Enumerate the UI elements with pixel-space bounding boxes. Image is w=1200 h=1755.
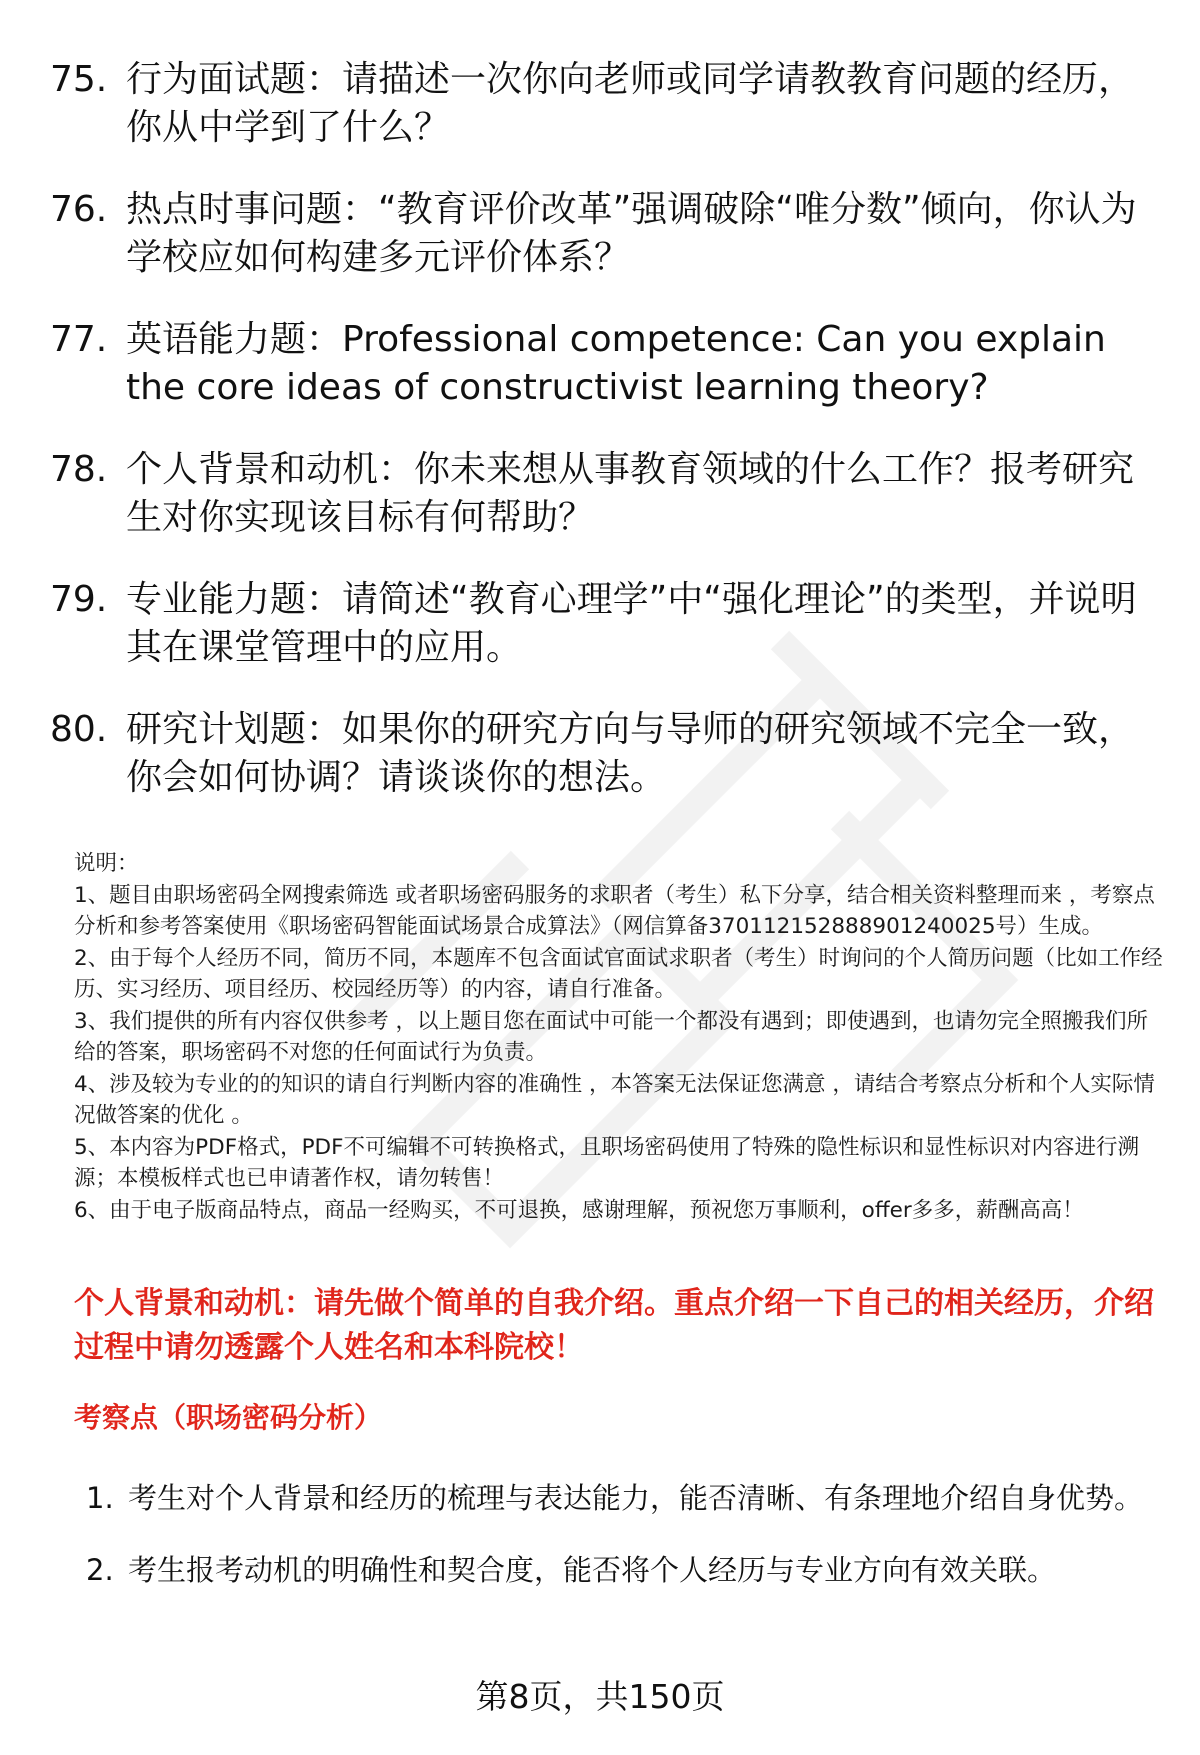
question-item	[50, 186, 1150, 282]
question-number: 80.	[50, 709, 108, 750]
note-item: 2、由于每个人经历不同，简历不同，本题库不包含面试官面试求职者（考生）时询问的个人简历问题（比如工作经历、实习经历、项目经历、校园经历等）的内容，请自行准备。	[74, 945, 1163, 1002]
notes-title: 说明：	[74, 851, 139, 876]
question-list	[50, 56, 1150, 836]
question-number: 77.	[50, 319, 108, 360]
question-number: 79.	[50, 579, 108, 620]
question-text: 个人背景和动机：你未来想从事教育领域的什么工作？报考研究生对你实现该目标有何帮助？	[126, 449, 1135, 538]
question-number: 78.	[50, 449, 108, 490]
point-text: 考生对个人背景和经历的梳理与表达能力，能否清晰、有条理地介绍自身优势。	[128, 1481, 1144, 1515]
question-item	[50, 56, 1150, 152]
question-number: 75.	[50, 59, 108, 100]
question-text: 英语能力题：Professional competence: Can you explain the core ideas of constructivist learning theory?	[126, 319, 1106, 408]
question-text: 热点时事问题：“教育评价改革”强调破除“唯分数”倾向，你认为学校应如何构建多元评价体系？	[126, 189, 1137, 278]
analysis-points	[86, 1462, 1146, 1606]
question-item	[50, 706, 1150, 802]
question-item	[50, 576, 1150, 672]
analysis-point	[86, 1462, 1146, 1534]
analysis-point	[86, 1534, 1146, 1606]
note-item: 3、我们提供的所有内容仅供参考 ，以上题目您在面试中可能一个都没有遇到；即使遇到，也请勿完全照搬我们所给的答案，职场密码不对您的任何面试行为负责。	[74, 1008, 1149, 1065]
point-number: 1.	[86, 1481, 114, 1515]
analysis-title: 考察点（职场密码分析）	[74, 1401, 383, 1434]
question-number: 76.	[50, 189, 108, 230]
point-number: 2.	[86, 1553, 114, 1587]
question-item	[50, 446, 1150, 542]
point-text: 考生报考动机的明确性和契合度，能否将个人经历与专业方向有效关联。	[128, 1553, 1057, 1587]
page-footer: 第8页，共150页	[475, 1677, 725, 1716]
note-item: 6、由于电子版商品特点，商品一经购买，不可退换，感谢理解，预祝您万事顺利，offer多多，薪酬高高！	[74, 1197, 1084, 1223]
highlight-question: 个人背景和动机：请先做个简单的自我介绍。重点介绍一下自己的相关经历，介绍过程中请勿透露个人姓名和本科院校！	[74, 1286, 1154, 1365]
question-text: 行为面试题：请描述一次你向老师或同学请教教育问题的经历，你从中学到了什么？	[126, 59, 1135, 148]
question-text: 专业能力题：请简述“教育心理学”中“强化理论”的类型，并说明其在课堂管理中的应用。	[126, 579, 1137, 668]
question-text: 研究计划题：如果你的研究方向与导师的研究领域不完全一致，你会如何协调？请谈谈你的想法。	[126, 709, 1135, 798]
note-item: 1、题目由职场密码全网搜索筛选 或者职场密码服务的求职者（考生）私下分享，结合相关资料整理而来 ，考察点分析和参考答案使用《职场密码智能面试场景合成算法》（网信算备370112152888901240025号）生成。	[74, 882, 1155, 939]
question-item	[50, 316, 1150, 412]
note-item: 4、涉及较为专业的的知识的请自行判断内容的准确性 ，本答案无法保证您满意 ，请结合考察点分析和个人实际情况做答案的优化 。	[74, 1071, 1155, 1128]
notes-section	[74, 848, 1164, 1226]
note-item: 5、本内容为PDF格式，PDF不可编辑不可转换格式，且职场密码使用了特殊的隐性标识和显性标识对内容进行溯源；本模板样式也已申请著作权，请勿转售！	[74, 1134, 1139, 1191]
